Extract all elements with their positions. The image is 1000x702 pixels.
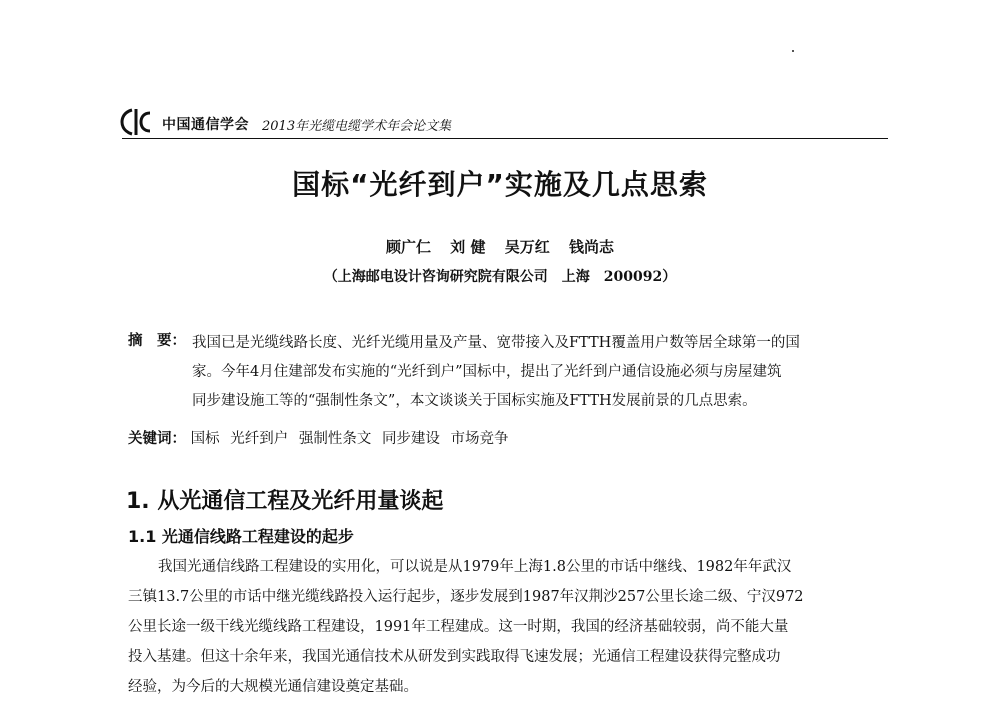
- cic-logo-icon: [120, 108, 154, 136]
- abstract-label: 摘 要：: [128, 333, 186, 349]
- proceedings-title: 2013年光缆电缆学术年会论文集: [262, 119, 452, 134]
- paper-title: 国标“光纤到户”实施及几点思索: [292, 168, 708, 201]
- body-line: 三镇13.7公里的市话中继光缆线路投入运行起步，逐步发展到1987年汉荆沙257公里长途二级、宁汉972: [128, 589, 804, 605]
- keyword: 市场竞争: [450, 431, 509, 447]
- body-line: 经验，为今后的大规模光通信建设奠定基础。: [128, 679, 418, 695]
- author-list: [0, 236, 1000, 257]
- affiliation: （上海邮电设计咨询研究院有限公司 上海 200092）: [323, 269, 677, 285]
- section-heading: 1. 从光通信工程及光纤用量谈起: [126, 489, 444, 514]
- author: 顾广仁: [386, 238, 432, 256]
- abstract-line: 同步建设施工等的“强制性条文”，本文谈谈关于国标实施及FTTH发展前景的几点思索。: [192, 393, 757, 409]
- body-line: 公里长途一级干线光缆线路工程建设，1991年工程建成。这一时期，我国的经济基础较弱，尚不能大量: [128, 619, 789, 635]
- body-line: 投入基建。但这十余年来，我国光通信技术从研发到实践取得飞速发展；光通信工程建设获得完整成功: [128, 649, 781, 665]
- keyword: 强制性条文: [298, 431, 372, 447]
- org-name: 中国通信学会: [162, 117, 249, 133]
- author: 钱尚志: [568, 238, 614, 256]
- subsection-heading: 1.1 光通信线路工程建设的起步: [128, 527, 354, 546]
- keyword: 同步建设: [381, 431, 440, 447]
- keywords-label: 关键词：: [128, 431, 186, 447]
- abstract-body: [192, 329, 896, 416]
- header-rule: [122, 138, 888, 139]
- running-header: [120, 108, 890, 136]
- abstract-line: 家。今年4月住建部发布实施的“光纤到户”国标中，提出了光纤到户通信设施必须与房屋建筑: [192, 364, 782, 380]
- body-text: [128, 552, 900, 702]
- keyword: 光纤到户: [230, 431, 289, 447]
- abstract-line: 我国已是光缆线路长度、光纤光缆用量及产量、宽带接入及FTTH覆盖用户数等居全球第一的国: [192, 335, 800, 351]
- body-line: 我国光通信线路工程建设的实用化，可以说是从1979年上海1.8公里的市话中继线、1982年年武汉: [158, 559, 792, 575]
- author: 吴万红: [504, 238, 550, 256]
- scan-speck: [792, 50, 794, 52]
- keywords: [128, 427, 898, 448]
- author: 刘 健: [450, 238, 486, 256]
- keyword: 国标: [190, 431, 220, 447]
